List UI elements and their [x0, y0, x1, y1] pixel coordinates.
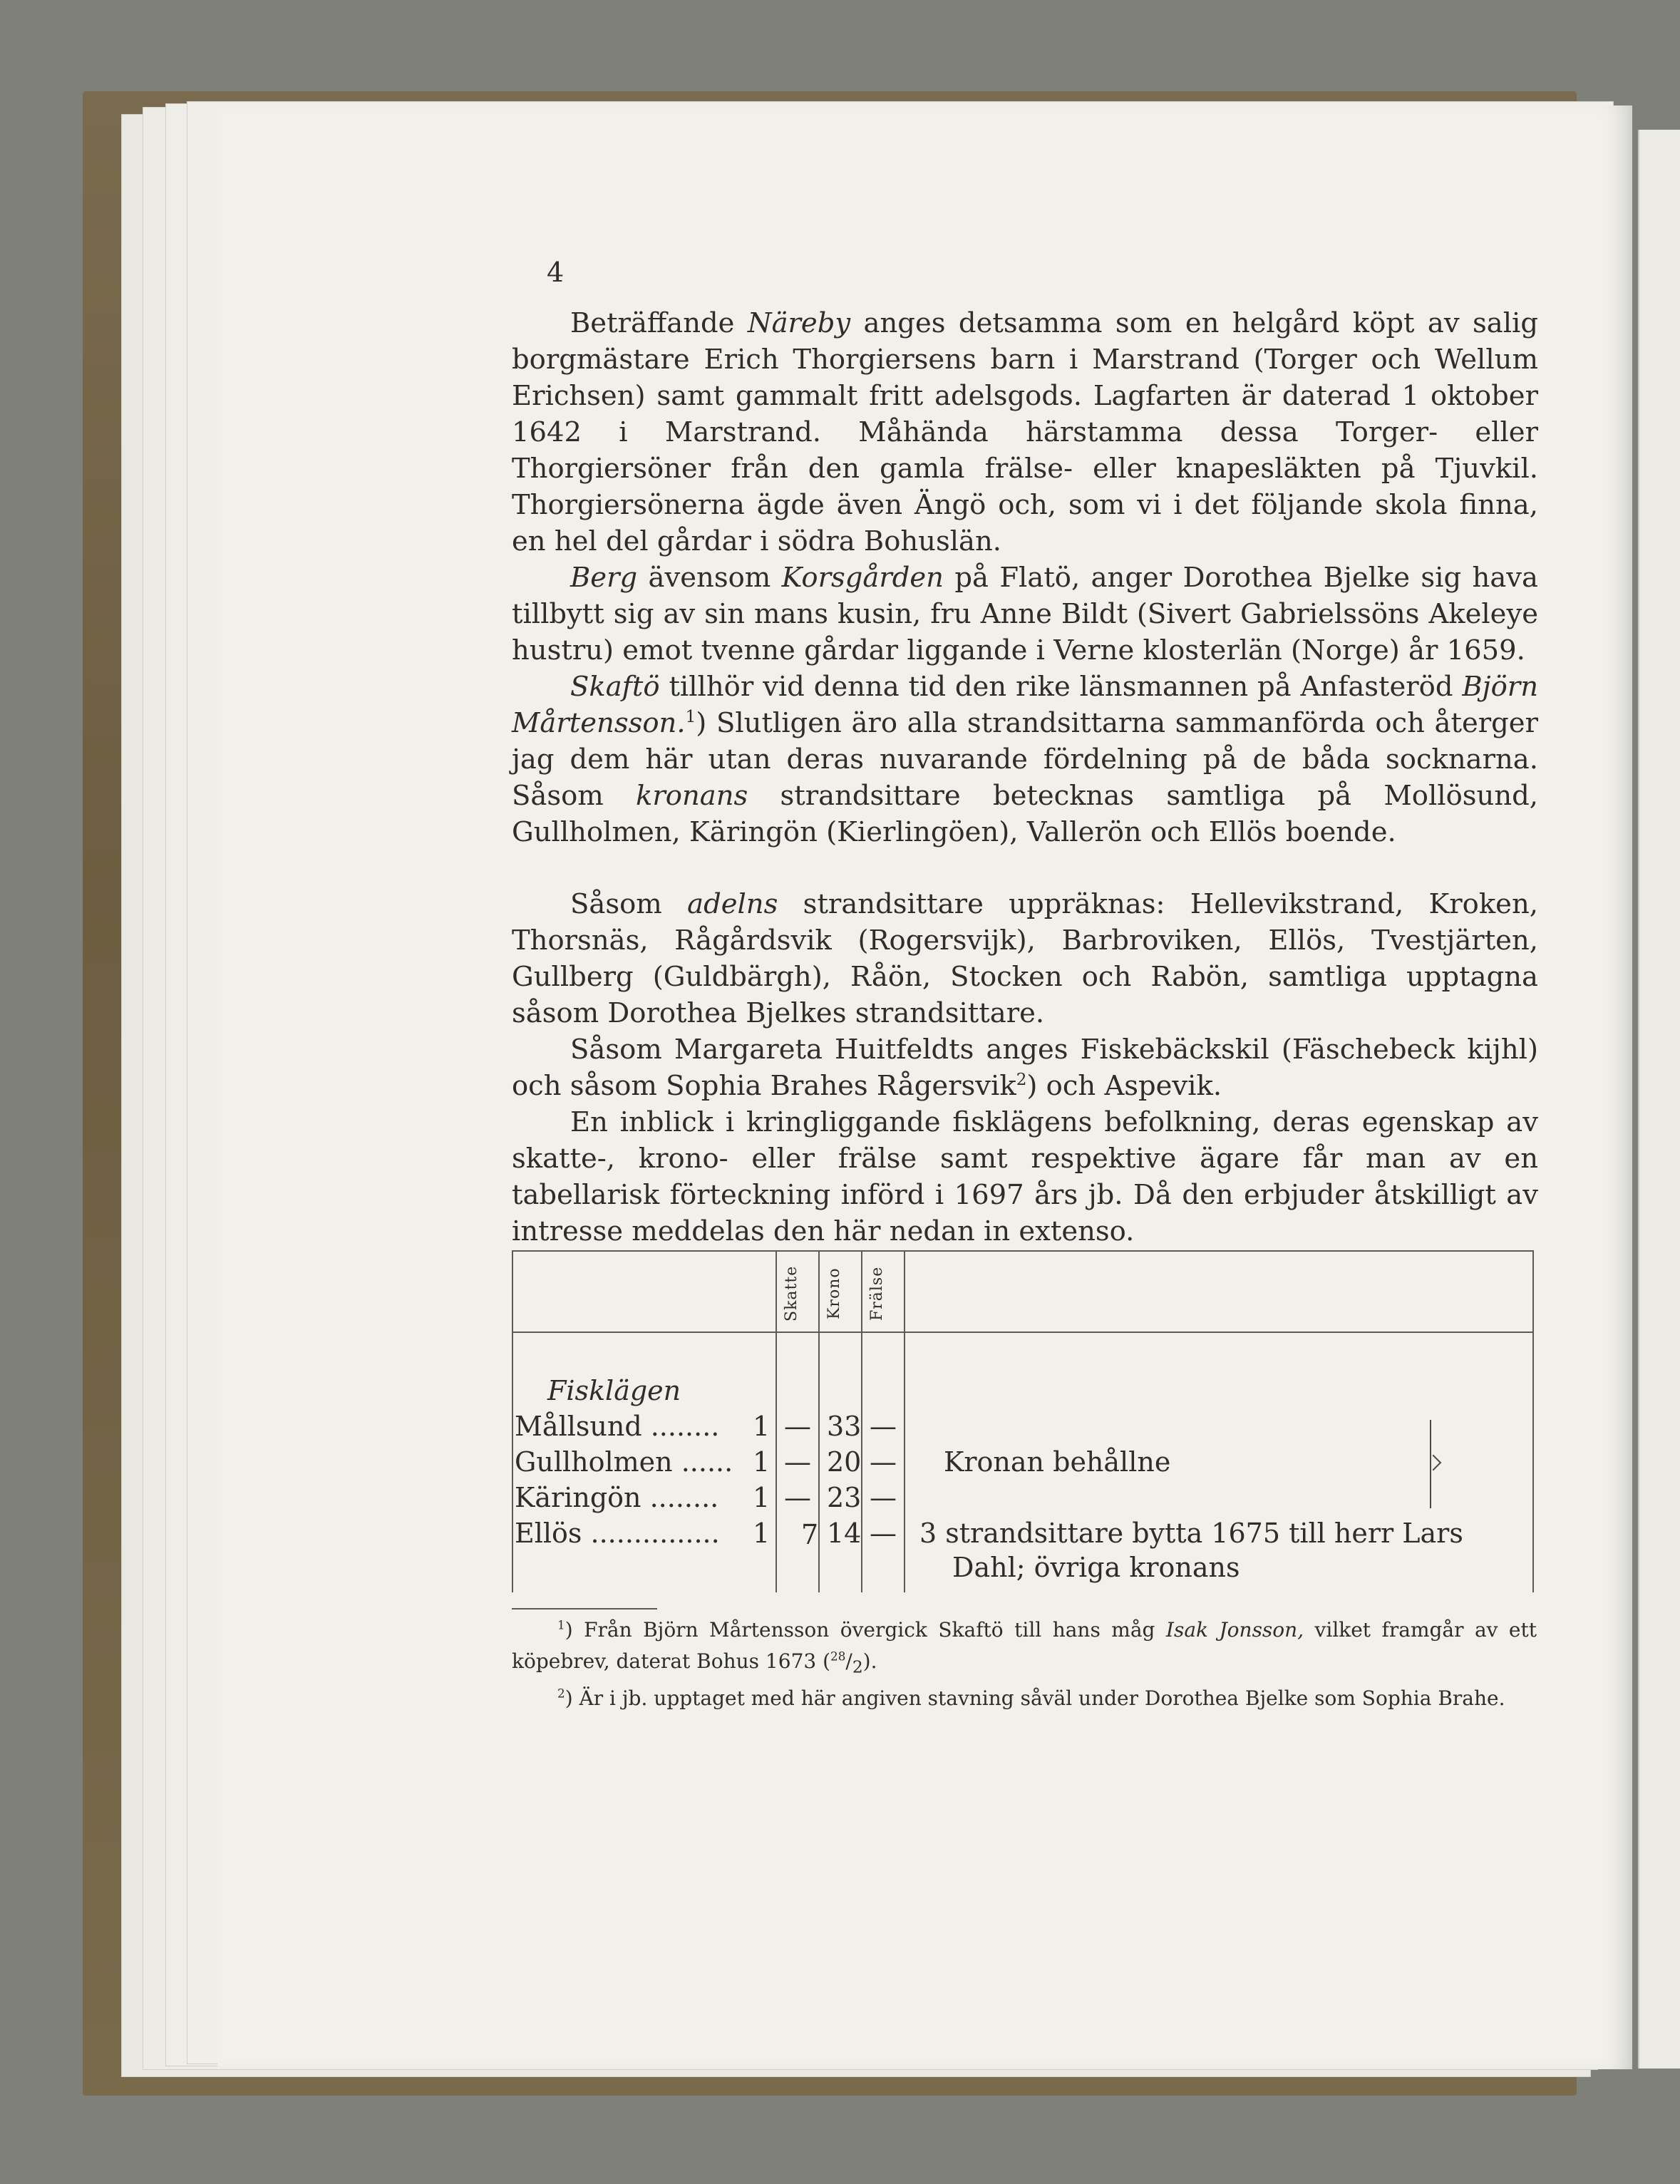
column-header-fralse: Frälse [868, 1266, 886, 1322]
column-divider [775, 1250, 777, 1592]
text-run: tillhör vid denna tid den rike länsmannen på Anfasteröd [659, 671, 1463, 703]
table-cell: — [870, 1446, 897, 1478]
paragraph [512, 669, 1538, 850]
table-cell: 1 [753, 1411, 771, 1442]
footnote-marker: 1 [685, 708, 696, 727]
table-border-right [1532, 1250, 1534, 1592]
table-cell: — [870, 1482, 897, 1513]
paragraph [512, 886, 1538, 1031]
text-run: Såsom [570, 888, 688, 920]
table-top-rule [512, 1250, 1534, 1252]
italic-text: Skaftö [570, 671, 660, 703]
table-cell: 1 [753, 1482, 771, 1513]
table-cell: 1 [753, 1518, 771, 1549]
text-run: Är i jb. upptaget med här angiven stavning såväl under Dorothea Bjelke som Sophia Brahe. [579, 1686, 1505, 1710]
text-run: ) Slutligen äro alla strandsittarna sammanförda och återger jag dem här utan deras nuvarande fördelning på de båda socknarna. Såsom [512, 707, 1538, 812]
italic-text: Isak Jonsson, [1165, 1618, 1304, 1642]
paragraph [512, 560, 1538, 669]
table-section-title: Fisklägen [547, 1375, 681, 1406]
table-row-name: Gullholmen ...... [515, 1446, 733, 1478]
table-cell: — [784, 1482, 811, 1513]
table-cell: — [784, 1411, 811, 1442]
column-header-krono: Krono [825, 1267, 843, 1320]
table-note-ellos: 3 strandsittare bytta 1675 till herr Lars [919, 1518, 1463, 1549]
text-run: / [845, 1649, 852, 1673]
italic-text: Näreby [747, 307, 851, 339]
table-note-group: Kronan behållne [944, 1446, 1171, 1478]
footnote-paren: ) [565, 1686, 579, 1710]
italic-text: Korsgården [781, 562, 944, 594]
italic-text: Berg [570, 562, 638, 594]
text-run: på Flatö, anger Dorothea Bjelke sig hava tillbytt sig av sin mans kusin, fru Anne Bildt (Sivert Gabrielssöns Akeleye hustru) emot tvenne gårdar liggande i Verne klosterlän (Norge) år 1659. [512, 562, 1538, 666]
paragraph [512, 1104, 1538, 1250]
text-run: ) och Aspevik. [1026, 1070, 1222, 1102]
column-header-skatte: Skatte [783, 1265, 800, 1322]
page-number: 4 [547, 257, 565, 288]
footnote-marker: 28 [830, 1649, 846, 1664]
text-run: ). [862, 1649, 877, 1673]
footnote-marker: 2 [852, 1657, 863, 1677]
table-cell: — [784, 1446, 811, 1478]
text-run: anges detsamma som en helgård köpt av salig borgmästare Erich Thorgiersens barn i Marstrand (Torger och Wellum Erichsen) samt gammalt fritt adelsgods. Lagfarten är daterad 1 oktober 1642 i Marstrand. Måhända härstamma dessa Torger- eller Thorgiersöner från den gamla frälse- eller knapesläkten på Tjuvkil. Thorgiersönerna ägde även Ängö och, som vi i det följande skola finna, en hel del gårdar i södra Bohuslän. [512, 307, 1538, 557]
table-cell: 33 [827, 1411, 862, 1442]
table-cell: 7 [801, 1519, 819, 1550]
column-divider [818, 1250, 820, 1592]
text-run: En inblick i kringliggande fisklägens befolkning, deras egenskap av skatte-, krono- eller frälse samt respektive ägare får man av en tabellarisk förteckning införd i 1697 års jb. Då den erbjuder åtskilligt av intresse meddelas den här nedan in extenso. [512, 1106, 1538, 1247]
table-row-name: Ellös ............... [515, 1518, 720, 1549]
table-row-name: Käringön ........ [515, 1482, 719, 1513]
text-run: ävensom [637, 562, 782, 594]
table-row-name: Mållsund ........ [515, 1411, 720, 1442]
table-note-ellos: Dahl; övriga kronans [952, 1552, 1240, 1583]
fishing-villages-table [512, 1250, 1534, 1592]
paragraph [512, 1031, 1538, 1104]
footnote-marker: 2 [557, 1686, 565, 1701]
footnote [512, 1614, 1537, 1683]
footnote-paren: ) [565, 1618, 584, 1642]
facing-page-edge [1638, 130, 1680, 2069]
text-run: Såsom Margareta Huitfeldts anges Fiskebäckskil (Fäschebeck kijhl) och såsom Sophia Brahes Rågersvik [512, 1034, 1538, 1102]
table-header-rule [512, 1331, 1534, 1333]
table-cell: — [870, 1518, 897, 1549]
footnote-marker: 1 [557, 1617, 565, 1632]
column-divider [904, 1250, 905, 1592]
table-cell: 14 [827, 1518, 862, 1549]
table-border-left [512, 1250, 513, 1592]
text-run: strandsittare uppräknas: Hellevikstrand, Kroken, Thorsnäs, Rågårdsvik (Rogersvijk), Barbroviken, Ellös, Tvestjärten, Gullberg (Guldbärgh), Råön, Stocken och Rabön, samtliga upptagna såsom Dorothea Bjelkes strandsittare. [512, 888, 1539, 1029]
text-run: strandsittare betecknas samtliga på Mollösund, Gullholmen, Käringön (Kierlingöen), Vallerön och Ellös boende. [512, 780, 1539, 848]
footnote-rule [512, 1608, 657, 1609]
footnotes [512, 1614, 1537, 1714]
text-run: vilket framgår av ett köpebrev, daterat Bohus 1673 ( [512, 1618, 1537, 1673]
text-run: Från Björn Mårtensson övergick Skaftö till hans måg [584, 1618, 1166, 1642]
table-cell: 1 [753, 1446, 771, 1478]
footnote-marker: 2 [1016, 1071, 1027, 1090]
table-cell: 20 [827, 1446, 862, 1478]
footnote [512, 1683, 1537, 1714]
table-cell: — [870, 1411, 897, 1442]
paragraph [512, 305, 1538, 560]
italic-text: Björn Mårtensson. [512, 671, 1538, 739]
table-cell: 23 [827, 1482, 862, 1513]
body-text [512, 305, 1538, 1250]
italic-text: kronans [636, 780, 748, 812]
text-run: Beträffande [570, 307, 748, 339]
italic-text: adelns [687, 888, 778, 920]
